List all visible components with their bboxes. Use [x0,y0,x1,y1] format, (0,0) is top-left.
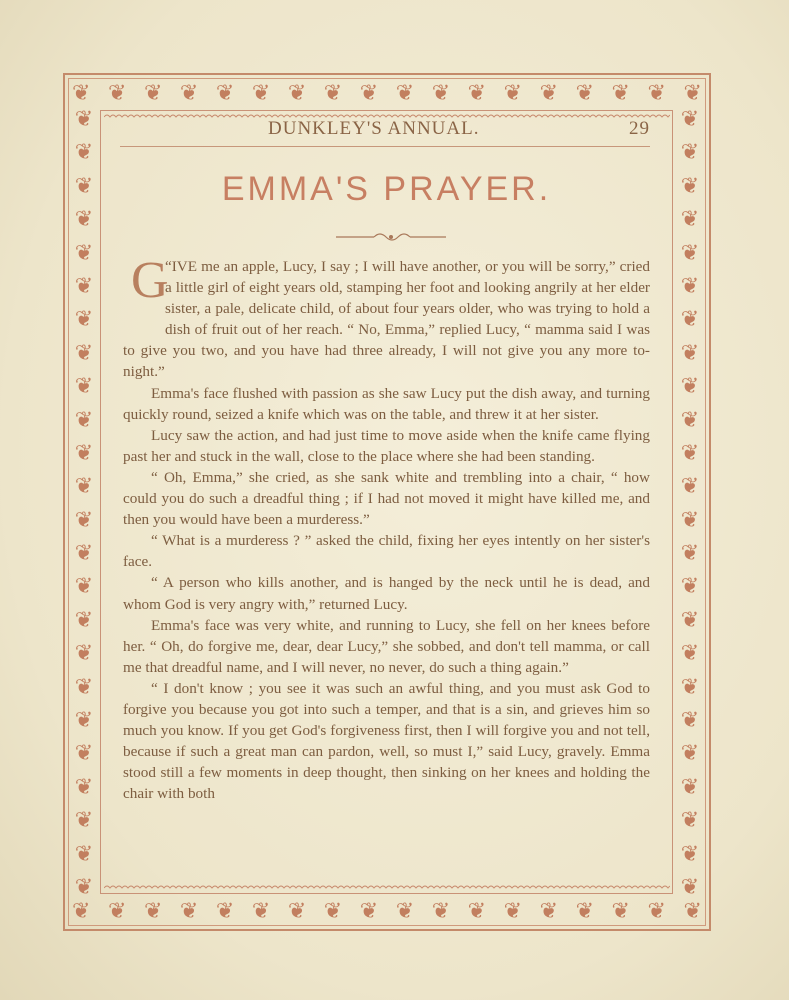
paragraph: Lucy saw the action, and had just time to move aside when the knife came flying past her and stuck in the wall, close to the place where she had been standing. [123,426,650,465]
border-ornament-icon: ❦ [74,406,94,432]
paragraph: “ Oh, Emma,” she cried, as she sank white and trembling into a chair, “ how could you do such a dreadful thing ; if I had not moved it might have killed me, and then you would have been a murderess.” [123,468,650,529]
paragraph: Emma's face was very white, and running to Lucy, she fell on her knees before her. “ Oh, do forgive me, dear, dear Lucy,” she sobbed, and don't tell mamma, or call me that dreadful name, and I will never, no never, do such a thing again.” [123,616,650,676]
border-ornament-icon: ❦ [680,506,700,532]
border-ornament-icon: ❦ [647,80,666,105]
border-ornament-icon: ❦ [74,707,94,733]
border-ornament-icon: ❦ [467,80,487,105]
paragraph: “ I don't know ; you see it was such an awful thing, and you must ask God to forgive you because you got into such a temper, and that is a sin, and grieves him so much you know. If you get God's forgiveness first, then I will forgive you and not tell, because if such a great man can pardon, well, so must I,” said Lucy, gravely. Emma stood still a few moments in deep thought, then sinking on her knees and holding the chair with both [123,679,650,803]
border-ornament-icon: ❦ [251,898,271,923]
border-ornament-icon: ❦ [647,898,666,923]
border-ornament-icon: ❦ [107,80,127,105]
border-ornament-icon: ❦ [680,573,700,599]
border-ornament-icon: ❦ [680,108,700,131]
paragraph: “ What is a murderess ? ” asked the child, fixing her eyes intently on her sister's face. [123,532,650,571]
border-ornament-icon: ❦ [74,740,94,766]
border-ornament-icon: ❦ [680,740,700,766]
border-ornament-icon: ❦ [74,439,94,465]
border-ornament-icon: ❦ [395,80,415,105]
ornamental-border-right [676,108,704,898]
border-ornament-icon: ❦ [611,80,630,105]
border-ornament-icon: ❦ [680,406,700,432]
border-ornament-icon: ❦ [680,773,700,799]
border-ornament-icon: ❦ [72,80,91,105]
border-ornament-icon: ❦ [74,606,94,632]
page-number: 29 [629,118,650,139]
ornamental-border-bottom [72,898,702,924]
border-ornament-icon: ❦ [74,807,94,833]
border-ornament-icon: ❦ [431,898,451,923]
border-ornament-icon: ❦ [431,80,451,105]
border-ornament-icon: ❦ [680,606,700,632]
ornamental-border-left [70,108,98,898]
border-ornament-icon: ❦ [74,773,94,799]
border-ornament-icon: ❦ [74,573,94,599]
border-ornament-icon: ❦ [680,540,700,566]
border-ornament-icon: ❦ [680,206,700,232]
story-body [123,252,650,804]
border-ornament-icon: ❦ [74,640,94,666]
border-ornament-icon: ❦ [251,80,271,105]
running-head [120,118,650,148]
border-ornament-icon: ❦ [680,272,700,298]
border-ornament-icon: ❦ [179,898,199,923]
border-ornament-icon: ❦ [74,473,94,499]
border-ornament-icon: ❦ [680,373,700,399]
border-ornament-icon: ❦ [680,172,700,198]
border-ornament-icon: ❦ [680,339,700,365]
publication-title: DUNKLEY'S ANNUAL. [268,118,480,139]
border-ornament-icon: ❦ [539,80,559,105]
border-ornament-icon: ❦ [395,898,415,923]
border-ornament-icon: ❦ [74,540,94,566]
border-ornament-icon: ❦ [74,172,94,198]
story-title: EMMA'S PRAYER. [221,170,552,208]
border-ornament-icon: ❦ [680,807,700,833]
ornamental-border-top [72,80,702,106]
border-ornament-icon: ❦ [359,898,379,923]
border-ornament-icon: ❦ [74,373,94,399]
border-ornament-icon: ❦ [74,873,94,898]
flourish-ornament [336,230,446,244]
border-ornament-icon: ❦ [287,898,307,923]
border-ornament-icon: ❦ [539,898,559,923]
border-ornament-icon: ❦ [683,898,702,923]
border-ornament-icon: ❦ [179,80,199,105]
wavy-rule-bottom [104,884,670,892]
border-ornament-icon: ❦ [74,139,94,165]
drop-cap: G [131,252,169,309]
header-rule [120,146,650,147]
border-ornament-icon: ❦ [503,80,523,105]
border-ornament-icon: ❦ [74,239,94,265]
border-ornament-icon: ❦ [74,506,94,532]
border-ornament-icon: ❦ [287,80,307,105]
border-ornament-icon: ❦ [74,206,94,232]
border-ornament-icon: ❦ [72,898,91,923]
border-ornament-icon: ❦ [680,139,700,165]
border-ornament-icon: ❦ [575,80,594,105]
border-ornament-icon: ❦ [680,306,700,332]
border-ornament-icon: ❦ [215,80,235,105]
border-ornament-icon: ❦ [680,673,700,699]
border-ornament-icon: ❦ [143,80,163,105]
border-ornament-icon: ❦ [215,898,235,923]
border-ornament-icon: ❦ [74,108,94,131]
border-ornament-icon: ❦ [680,840,700,866]
border-ornament-icon: ❦ [74,840,94,866]
border-ornament-icon: ❦ [74,339,94,365]
border-ornament-icon: ❦ [323,898,343,923]
border-ornament-icon: ❦ [74,673,94,699]
border-ornament-icon: ❦ [74,272,94,298]
paragraph: Emma's face flushed with passion as she saw Lucy put the dish away, and turning quickly round, seized a knife which was on the table, and threw it at her sister. [123,384,650,423]
paragraph: G “IVE me an apple, Lucy, I say ; I will have another, or you will be sorry,” cried a little girl of eight years old, stamping her foot and looking angrily at her elder sister, a pale, delicate child, of about four years older, who was trying to hold a dish of fruit out of her reach. “ No, Emma,” replied Lucy, “ mamma said I was to give you two, and you have had three already, I will not give you any more to-night.” [123,252,650,381]
border-ornament-icon: ❦ [611,898,630,923]
border-ornament-icon: ❦ [359,80,379,105]
border-ornament-icon: ❦ [74,306,94,332]
border-ornament-icon: ❦ [683,80,702,105]
border-ornament-icon: ❦ [680,707,700,733]
border-ornament-icon: ❦ [575,898,594,923]
border-ornament-icon: ❦ [680,239,700,265]
border-ornament-icon: ❦ [680,473,700,499]
border-ornament-icon: ❦ [323,80,343,105]
paragraph: “ A person who kills another, and is hanged by the neck until he is dead, and whom God is very angry with,” returned Lucy. [123,574,650,613]
border-ornament-icon: ❦ [503,898,523,923]
border-ornament-icon: ❦ [680,873,700,898]
border-ornament-icon: ❦ [143,898,163,923]
border-ornament-icon: ❦ [680,439,700,465]
border-ornament-icon: ❦ [680,640,700,666]
border-ornament-icon: ❦ [107,898,127,923]
border-ornament-icon: ❦ [467,898,487,923]
